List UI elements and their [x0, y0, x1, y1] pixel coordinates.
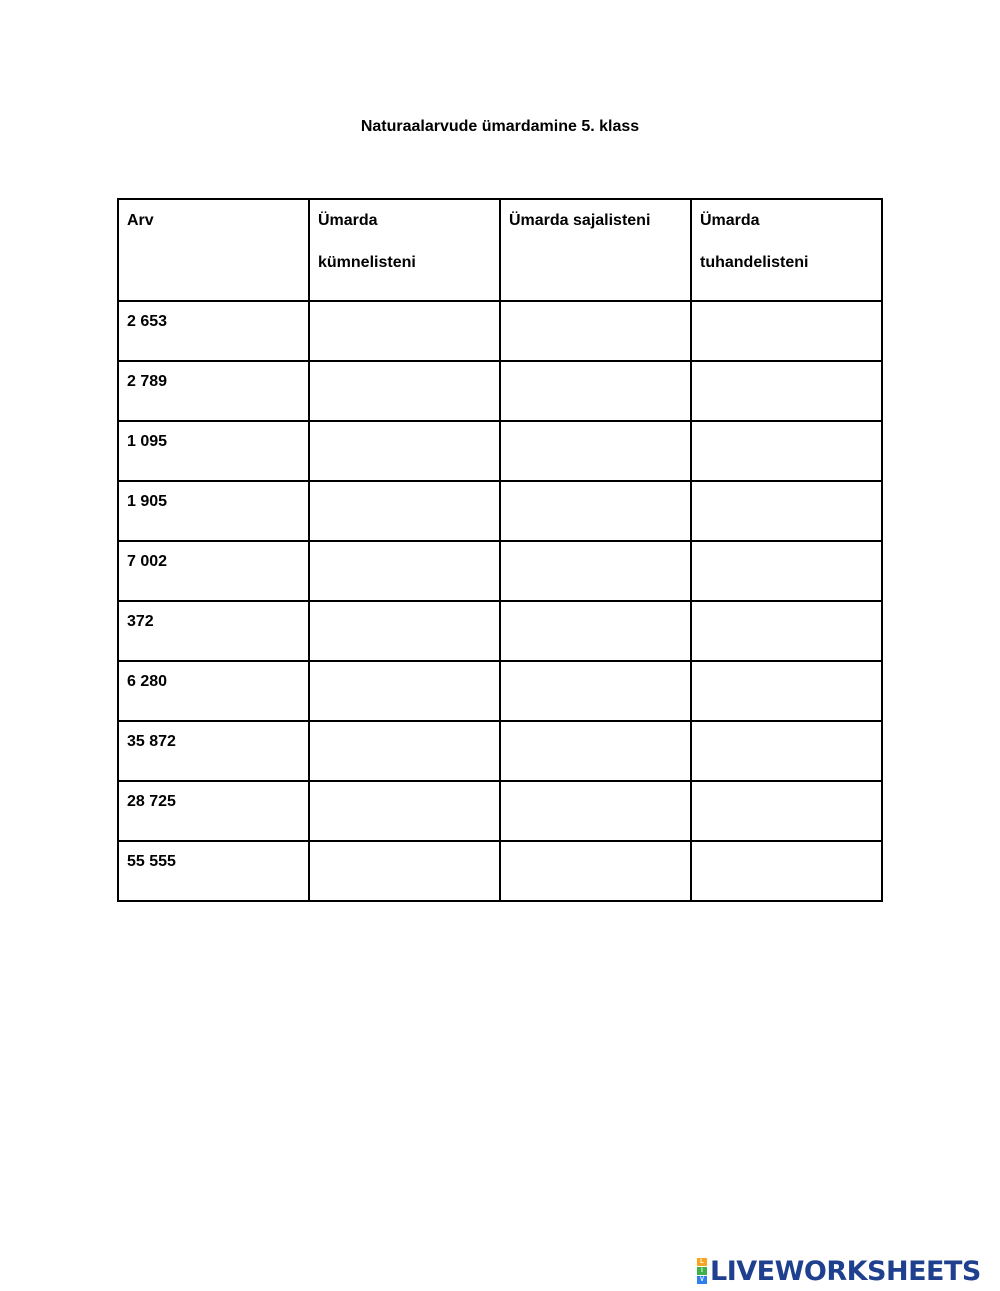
number-cell: 2 653: [118, 301, 309, 361]
answer-tens-cell[interactable]: [309, 661, 500, 721]
table-row: [118, 301, 882, 361]
table-row: [118, 781, 882, 841]
answer-thousands-cell[interactable]: [691, 301, 882, 361]
answer-thousands-cell[interactable]: [691, 541, 882, 601]
number-cell: 35 872: [118, 721, 309, 781]
number-cell: 55 555: [118, 841, 309, 901]
answer-thousands-cell[interactable]: [691, 841, 882, 901]
table-row: [118, 841, 882, 901]
answer-tens-cell[interactable]: [309, 301, 500, 361]
answer-tens-cell[interactable]: [309, 541, 500, 601]
answer-hundreds-cell[interactable]: [500, 301, 691, 361]
table-row: [118, 481, 882, 541]
number-cell: 1 095: [118, 421, 309, 481]
answer-tens-cell[interactable]: [309, 721, 500, 781]
answer-hundreds-cell[interactable]: [500, 781, 691, 841]
answer-hundreds-cell[interactable]: [500, 541, 691, 601]
answer-hundreds-cell[interactable]: [500, 421, 691, 481]
answer-thousands-cell[interactable]: [691, 421, 882, 481]
answer-tens-cell[interactable]: [309, 781, 500, 841]
table-row: [118, 601, 882, 661]
answer-thousands-cell[interactable]: [691, 361, 882, 421]
table-row: [118, 721, 882, 781]
answer-tens-cell[interactable]: [309, 361, 500, 421]
answer-thousands-cell[interactable]: [691, 601, 882, 661]
number-cell: 372: [118, 601, 309, 661]
number-cell: 1 905: [118, 481, 309, 541]
logo-text: LIVEWORKSHEETS: [710, 1255, 981, 1287]
answer-hundreds-cell[interactable]: [500, 601, 691, 661]
answer-thousands-cell[interactable]: [691, 721, 882, 781]
liveworksheets-logo: [697, 1256, 981, 1286]
header-round-thousands: Ümarda tuhandelisteni: [691, 199, 882, 301]
answer-thousands-cell[interactable]: [691, 481, 882, 541]
answer-tens-cell[interactable]: [309, 481, 500, 541]
answer-hundreds-cell[interactable]: [500, 661, 691, 721]
number-cell: 28 725: [118, 781, 309, 841]
logo-badge-icon: L I V: [697, 1258, 707, 1284]
number-cell: 7 002: [118, 541, 309, 601]
rounding-table: [117, 198, 883, 902]
answer-hundreds-cell[interactable]: [500, 361, 691, 421]
table-row: [118, 421, 882, 481]
header-number: Arv: [118, 199, 309, 301]
answer-thousands-cell[interactable]: [691, 661, 882, 721]
header-round-hundreds: Ümarda sajalisteni: [500, 199, 691, 301]
table-header-row: [118, 199, 882, 301]
table-row: [118, 661, 882, 721]
answer-hundreds-cell[interactable]: [500, 721, 691, 781]
answer-tens-cell[interactable]: [309, 601, 500, 661]
answer-thousands-cell[interactable]: [691, 781, 882, 841]
page-title: Naturaalarvude ümardamine 5. klass: [360, 118, 640, 135]
number-cell: 6 280: [118, 661, 309, 721]
number-cell: 2 789: [118, 361, 309, 421]
table-row: [118, 361, 882, 421]
answer-tens-cell[interactable]: [309, 841, 500, 901]
table-row: [118, 541, 882, 601]
answer-hundreds-cell[interactable]: [500, 841, 691, 901]
answer-tens-cell[interactable]: [309, 421, 500, 481]
answer-hundreds-cell[interactable]: [500, 481, 691, 541]
header-round-tens: Ümarda kümnelisteni: [309, 199, 500, 301]
